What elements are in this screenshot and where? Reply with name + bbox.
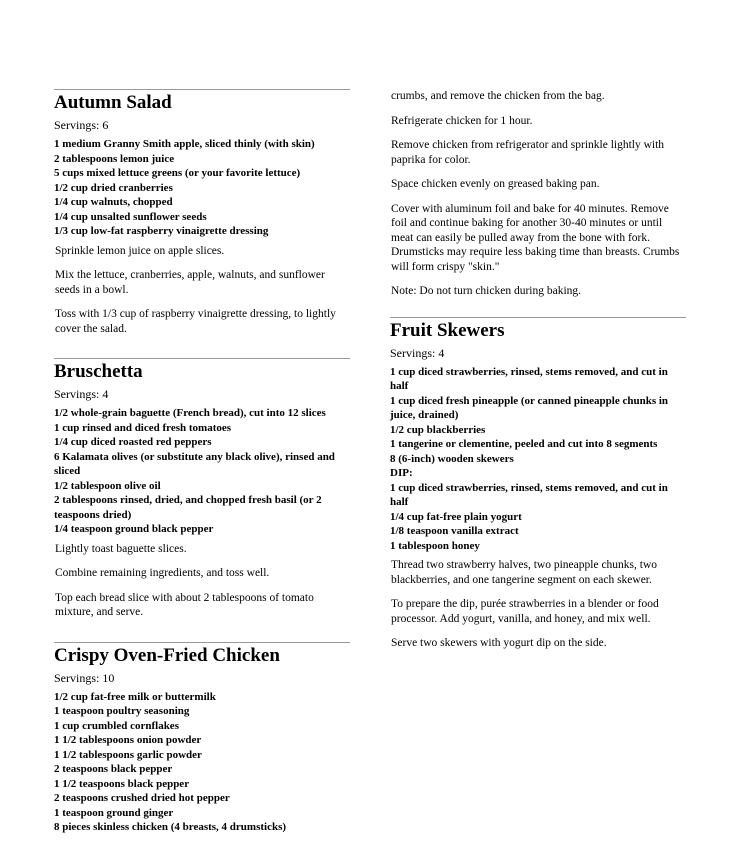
instruction-step: Note: Do not turn chicken during baking.	[391, 285, 582, 297]
recipe-title: Autumn Salad	[54, 92, 172, 113]
instruction-step: Thread two strawberry halves, two pineapple chunks, two blackberries, and one tangerine segment on each skewer.	[391, 559, 658, 586]
recipe-title: Crispy Oven-Fried Chicken	[54, 644, 280, 666]
ingredient: 1/4 cup diced roasted red peppers	[54, 436, 212, 448]
instruction-step: Remove chicken from refrigerator and sprinkle lightly with paprika for color.	[391, 139, 665, 166]
ingredient: 2 tablespoons rinsed, dried, and chopped fresh basil (or 2 teaspoons dried)	[54, 494, 322, 521]
instruction-step: Combine remaining ingredients, and toss well.	[55, 567, 270, 579]
instruction-step: To prepare the dip, purée strawberries in a blender or food processor. Add yogurt, vanilla, and honey, and mix well.	[391, 598, 659, 625]
ingredient: 8 pieces skinless chicken (4 breasts, 4 drumsticks)	[54, 821, 287, 833]
right-column	[390, 89, 686, 673]
ingredient: 1 medium Granny Smith apple, sliced thinly (with skin)	[54, 138, 315, 150]
instruction-step: Top each bread slice with about 2 tablespoons of tomato mixture, and serve.	[55, 591, 314, 618]
ingredient: 6 Kalamata olives (or substitute any black olive), rinsed and sliced	[54, 450, 335, 477]
ingredient-list	[54, 406, 350, 537]
ingredient: 1 cup crumbled cornflakes	[54, 719, 179, 732]
instruction-step: Lightly toast baguette slices.	[55, 542, 187, 555]
servings: Servings: 6	[54, 118, 109, 132]
instruction-step: Cover with aluminum foil and bake for 40 minutes. Remove foil and continue baking for another 30-40 minutes or until meat can easily be pulled away from the bone with fork. Drumsticks may require less baking time than breasts. Crumbs will form crispy "skin."	[391, 202, 680, 273]
ingredient: 1 cup diced strawberries, rinsed, stems removed, and cut in half	[390, 481, 668, 508]
ingredient-list	[54, 137, 350, 239]
servings: Servings: 4	[54, 387, 109, 401]
recipe-fruit-skewers	[390, 317, 686, 651]
ingredient: 1/4 cup fat-free plain yogurt	[390, 510, 522, 523]
recipe-crispy-chicken-continued	[390, 89, 686, 299]
ingredient: 1 tablespoon honey	[390, 539, 480, 552]
instruction-step: Sprinkle lemon juice on apple slices.	[55, 244, 225, 257]
recipe-title: Bruschetta	[54, 361, 143, 382]
ingredient-list	[390, 365, 686, 554]
instruction-step: Mix the lettuce, cranberries, apple, walnuts, and sunflower seeds in a bowl.	[55, 269, 325, 296]
ingredient: 1/2 tablespoon olive oil	[54, 479, 161, 492]
ingredient: 1 cup diced fresh pineapple (or canned pineapple chunks in juice, drained)	[390, 394, 669, 421]
recipe-crispy-oven-fried-chicken	[54, 642, 350, 835]
servings: Servings: 4	[390, 345, 445, 360]
instruction-step: Space chicken evenly on greased baking pan.	[391, 178, 600, 190]
ingredient: 1/3 cup low-fat raspberry vinaigrette dressing	[54, 225, 269, 237]
ingredient: 1 teaspoon poultry seasoning	[54, 705, 190, 717]
ingredient: 1 tangerine or clementine, peeled and cut into 8 segments	[390, 438, 658, 450]
ingredient: 8 (6-inch) wooden skewers	[390, 452, 514, 465]
left-column	[54, 89, 350, 857]
ingredient: 2 teaspoons black pepper	[54, 763, 173, 775]
dip-subheading: DIP:	[390, 467, 413, 479]
ingredient: 1/2 cup fat-free milk or buttermilk	[54, 690, 216, 703]
recipe-autumn-salad	[54, 89, 350, 336]
instruction-step: crumbs, and remove the chicken from the bag.	[391, 90, 605, 102]
ingredient: 2 tablespoons lemon juice	[54, 152, 175, 165]
instruction-step: Refrigerate chicken for 1 hour.	[391, 114, 533, 127]
ingredient: 1/4 cup walnuts, chopped	[54, 196, 173, 208]
ingredient: 1 cup rinsed and diced fresh tomatoes	[54, 421, 232, 434]
ingredient: 1 1/2 teaspoons black pepper	[54, 777, 190, 790]
instruction-step: Serve two skewers with yogurt dip on the side.	[391, 637, 607, 649]
ingredient: 2 teaspoons crushed dried hot pepper	[54, 792, 230, 804]
ingredient: 1 cup diced strawberries, rinsed, stems removed, and cut in half	[390, 365, 668, 392]
recipe-bruschetta	[54, 358, 350, 620]
ingredient: 1 1/2 tablespoons garlic powder	[54, 748, 202, 761]
servings: Servings: 10	[54, 670, 115, 685]
ingredient: 1/2 whole-grain baguette (French bread), cut into 12 slices	[54, 407, 326, 419]
ingredient: 5 cups mixed lettuce greens (or your favorite lettuce)	[54, 167, 301, 179]
ingredient: 1/2 cup blackberries	[390, 423, 486, 436]
ingredient: 1 teaspoon ground ginger	[54, 806, 174, 819]
ingredient: 1 1/2 tablespoons onion powder	[54, 734, 202, 746]
ingredient: 1/2 cup dried cranberries	[54, 181, 173, 194]
ingredient: 1/8 teaspoon vanilla extract	[390, 525, 519, 537]
ingredient: 1/4 cup unsalted sunflower seeds	[54, 210, 207, 223]
ingredient-list	[54, 690, 350, 835]
recipe-title: Fruit Skewers	[390, 319, 505, 341]
ingredient: 1/4 teaspoon ground black pepper	[54, 523, 214, 535]
instruction-step: Toss with 1/3 cup of raspberry vinaigrette dressing, to lightly cover the salad.	[55, 308, 336, 335]
